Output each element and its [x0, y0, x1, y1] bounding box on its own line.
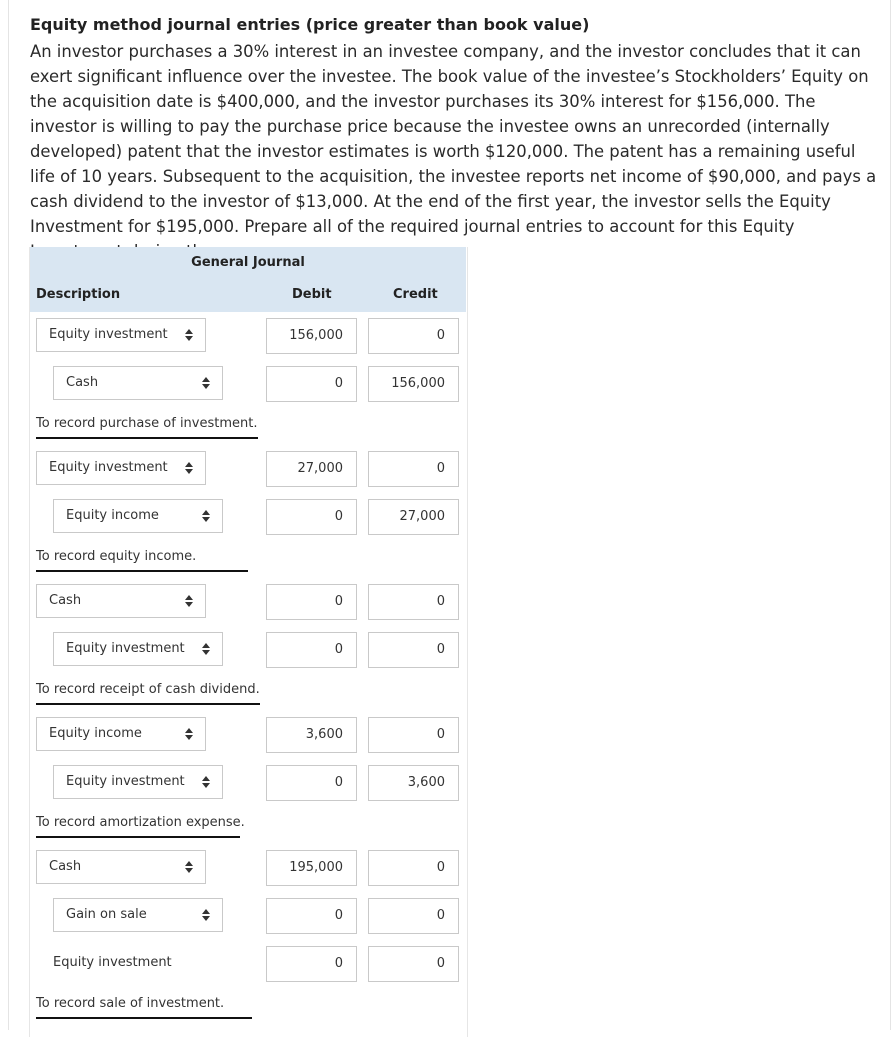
account-select[interactable] — [36, 584, 206, 618]
account-select[interactable] — [36, 850, 206, 884]
account-select-value: Gain on sale — [66, 907, 147, 922]
credit-input[interactable]: 0 — [368, 898, 459, 934]
account-select[interactable] — [36, 451, 206, 485]
journal-header — [30, 247, 466, 312]
debit-input[interactable]: 0 — [266, 366, 357, 402]
credit-input[interactable]: 3,600 — [368, 765, 459, 801]
problem-text: An investor purchases a 30% interest in an investee company, and the investor concludes that it can exert significant influence over the investee. The book value of the investee’s Stockholders’ Equity on the acquisition date is $400,000, and the investor purchases its 30% interest for $156,000. The investor is willing to pay the purchase price because the investee owns an unrecorded (internally developed) patent that the investor estimates is worth $120,000. The patent has a remaining useful life of 10 years. Subsequent to the acquisition, the investee reports net income of $90,000, and pays a cash dividend to the investor of $13,000. At the end of the first year, the investor sells the Equity Investment for $195,000. Prepare all of the required journal entries to account for this Equity — [30, 42, 877, 236]
credit-input[interactable]: 0 — [368, 946, 459, 982]
account-label: Equity investment — [53, 955, 172, 970]
debit-input[interactable]: 0 — [266, 765, 357, 801]
debit-input[interactable]: 0 — [266, 584, 357, 620]
debit-input[interactable]: 27,000 — [266, 451, 357, 487]
account-select[interactable] — [53, 499, 223, 533]
sort-arrows-icon — [202, 633, 212, 665]
sort-arrows-icon — [185, 585, 195, 617]
credit-input[interactable]: 0 — [368, 717, 459, 753]
account-select-value: Equity investment — [49, 327, 168, 342]
credit-input[interactable]: 0 — [368, 632, 459, 668]
credit-input[interactable]: 0 — [368, 318, 459, 354]
debit-input[interactable]: 0 — [266, 898, 357, 934]
sort-arrows-icon — [202, 500, 212, 532]
sort-arrows-icon — [202, 899, 212, 931]
account-select-value: Equity investment — [66, 774, 185, 789]
account-select[interactable] — [53, 898, 223, 932]
problem-title: Equity method journal entries (price greater than book value) — [30, 15, 590, 34]
debit-input[interactable]: 195,000 — [266, 850, 357, 886]
credit-input[interactable]: 27,000 — [368, 499, 459, 535]
debit-input[interactable]: 3,600 — [266, 717, 357, 753]
account-select[interactable] — [53, 366, 223, 400]
debit-input[interactable]: 0 — [266, 499, 357, 535]
account-select[interactable] — [53, 765, 223, 799]
description-header: Description — [36, 287, 121, 302]
sort-arrows-icon — [185, 452, 195, 484]
account-select-value: Cash — [49, 859, 82, 874]
account-select-value: Equity investment — [49, 460, 168, 475]
sort-arrows-icon — [202, 766, 212, 798]
credit-input[interactable]: 156,000 — [368, 366, 459, 402]
account-select-value: Cash — [66, 375, 99, 390]
debit-input[interactable]: 156,000 — [266, 318, 357, 354]
sort-arrows-icon — [185, 851, 195, 883]
account-select-value: Equity income — [49, 726, 142, 741]
debit-input[interactable]: 0 — [266, 946, 357, 982]
sort-arrows-icon — [185, 319, 195, 351]
sort-arrows-icon — [202, 367, 212, 399]
credit-input[interactable]: 0 — [368, 451, 459, 487]
account-select[interactable] — [53, 632, 223, 666]
entry-memo: To record purchase of investment. — [36, 416, 258, 439]
entry-memo: To record receipt of cash dividend. — [36, 682, 260, 705]
debit-header: Debit — [292, 287, 332, 302]
account-select[interactable] — [36, 318, 206, 352]
credit-input[interactable]: 0 — [368, 850, 459, 886]
journal-title: General Journal — [191, 255, 305, 270]
credit-header: Credit — [393, 287, 438, 302]
credit-input[interactable]: 0 — [368, 584, 459, 620]
account-select-value: Cash — [49, 593, 82, 608]
entry-memo: To record equity income. — [36, 549, 248, 572]
debit-input[interactable]: 0 — [266, 632, 357, 668]
entry-memo: To record sale of investment. — [36, 996, 252, 1019]
account-select-value: Equity investment — [66, 641, 185, 656]
account-select[interactable] — [36, 717, 206, 751]
sort-arrows-icon — [185, 718, 195, 750]
account-select-value: Equity income — [66, 508, 159, 523]
entry-memo: To record amortization expense. — [36, 815, 240, 838]
